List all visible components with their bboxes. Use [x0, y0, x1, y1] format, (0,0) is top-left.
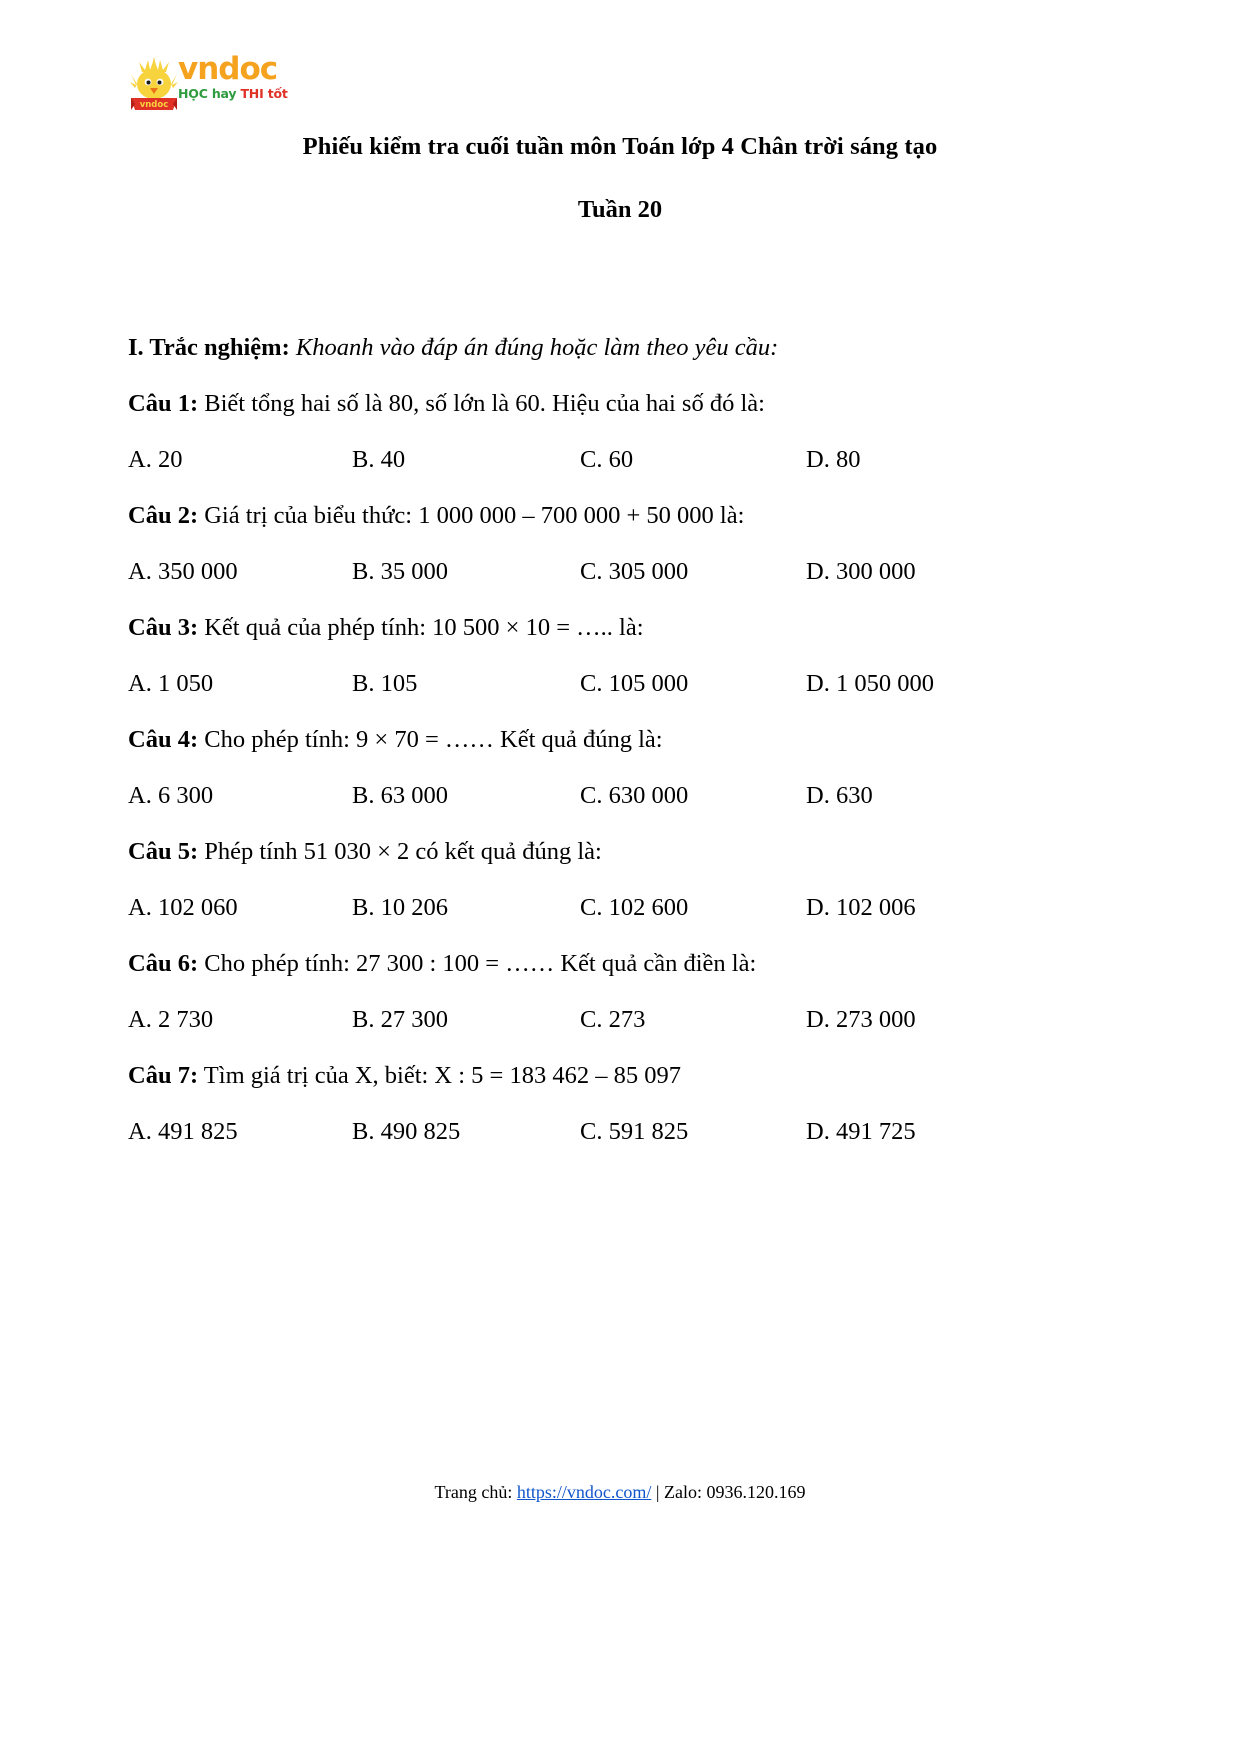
question-2-label: Câu 2: [128, 502, 199, 529]
option-d[interactable]: D. 630 [806, 782, 873, 809]
footer-home-link[interactable]: https://vndoc.com/ [516, 1482, 652, 1502]
option-b[interactable]: B. 35 000 [352, 558, 448, 585]
question-4-text: Cho phép tính: 9 × 70 = …… Kết quả đúng là: [198, 726, 663, 753]
page-title: Phiếu kiểm tra cuối tuần môn Toán lớp 4 Chân trời sáng tạo [302, 133, 938, 160]
option-b[interactable]: B. 10 206 [352, 894, 448, 921]
logo-brand-text: vndoc [178, 51, 278, 87]
option-d[interactable]: D. 491 725 [806, 1118, 916, 1145]
option-c[interactable]: C. 60 [580, 446, 634, 473]
footer-prefix: Trang chủ: [434, 1482, 517, 1502]
question-5-text: Phép tính 51 030 × 2 có kết quả đúng là: [198, 838, 602, 865]
option-d[interactable]: D. 1 050 000 [806, 670, 934, 697]
question-7-text: Tìm giá trị của X, biết: X : 5 = 183 462 – 85 097 [198, 1062, 682, 1089]
option-d[interactable]: D. 80 [806, 446, 861, 473]
option-b[interactable]: B. 105 [352, 670, 418, 697]
option-a[interactable]: A. 6 300 [128, 782, 214, 809]
question-4-label: Câu 4: [128, 726, 199, 753]
option-d[interactable]: D. 273 000 [806, 1006, 916, 1033]
logo-wordmark [178, 52, 328, 101]
question-4 [128, 712, 1108, 768]
question-3-text: Kết quả của phép tính: 10 500 × 10 = ….. là: [198, 614, 644, 641]
question-4-options [128, 768, 1108, 824]
option-c[interactable]: C. 102 600 [580, 894, 689, 921]
question-3-label: Câu 3: [128, 614, 199, 641]
footer-zalo: Zalo: 0936.120.169 [663, 1482, 806, 1502]
option-a[interactable]: A. 491 825 [128, 1118, 238, 1145]
question-2 [128, 488, 1108, 544]
option-c[interactable]: C. 273 [580, 1006, 646, 1033]
question-6-text: Cho phép tính: 27 300 : 100 = …… Kết quả cần điền là: [198, 950, 757, 977]
question-6-label: Câu 6: [128, 950, 199, 977]
option-b[interactable]: B. 490 825 [352, 1118, 461, 1145]
option-b[interactable]: B. 27 300 [352, 1006, 448, 1033]
page-footer [0, 1482, 1240, 1503]
option-b[interactable]: B. 63 000 [352, 782, 448, 809]
option-d[interactable]: D. 300 000 [806, 558, 916, 585]
option-a[interactable]: A. 2 730 [128, 1006, 214, 1033]
tagline-thi: THI [240, 86, 264, 101]
tagline-hoc: HỌC [178, 86, 208, 101]
question-7 [128, 1048, 1108, 1104]
tagline-hay: hay [211, 86, 237, 101]
question-1-label: Câu 1: [128, 390, 199, 417]
question-1-text: Biết tổng hai số là 80, số lớn là 60. Hiệu của hai số đó là: [198, 390, 765, 417]
footer-separator: | [651, 1482, 664, 1502]
option-c[interactable]: C. 305 000 [580, 558, 689, 585]
option-b[interactable]: B. 40 [352, 446, 406, 473]
section-label: I. Trắc nghiệm: [128, 334, 290, 361]
worksheet-content [128, 320, 1108, 1160]
question-1 [128, 376, 1108, 432]
question-5 [128, 824, 1108, 880]
option-c[interactable]: C. 591 825 [580, 1118, 689, 1145]
option-c[interactable]: C. 630 000 [580, 782, 689, 809]
question-3-options [128, 656, 1108, 712]
option-c[interactable]: C. 105 000 [580, 670, 689, 697]
question-7-label: Câu 7: [128, 1062, 199, 1089]
question-6 [128, 936, 1108, 992]
option-a[interactable]: A. 1 050 [128, 670, 214, 697]
page-subtitle: Tuần 20 [577, 196, 663, 223]
section-instruction: Khoanh vào đáp án đúng hoặc làm theo yêu cầu: [295, 334, 779, 361]
question-5-label: Câu 5: [128, 838, 199, 865]
vndoc-logo[interactable] [128, 52, 328, 114]
question-1-options [128, 432, 1108, 488]
option-a[interactable]: A. 20 [128, 446, 183, 473]
question-6-options [128, 992, 1108, 1048]
tagline-tot: tốt [267, 86, 288, 101]
section-heading [128, 320, 1108, 376]
question-3 [128, 600, 1108, 656]
option-a[interactable]: A. 102 060 [128, 894, 238, 921]
option-a[interactable]: A. 350 000 [128, 558, 238, 585]
vndoc-mascot-icon [128, 56, 180, 112]
svg-text:vndoc: vndoc [139, 100, 169, 110]
question-2-text: Giá trị của biểu thức: 1 000 000 – 700 000 + 50 000 là: [198, 502, 745, 529]
question-5-options [128, 880, 1108, 936]
logo-tagline [178, 86, 328, 101]
option-d[interactable]: D. 102 006 [806, 894, 916, 921]
question-7-options [128, 1104, 1108, 1160]
question-2-options [128, 544, 1108, 600]
